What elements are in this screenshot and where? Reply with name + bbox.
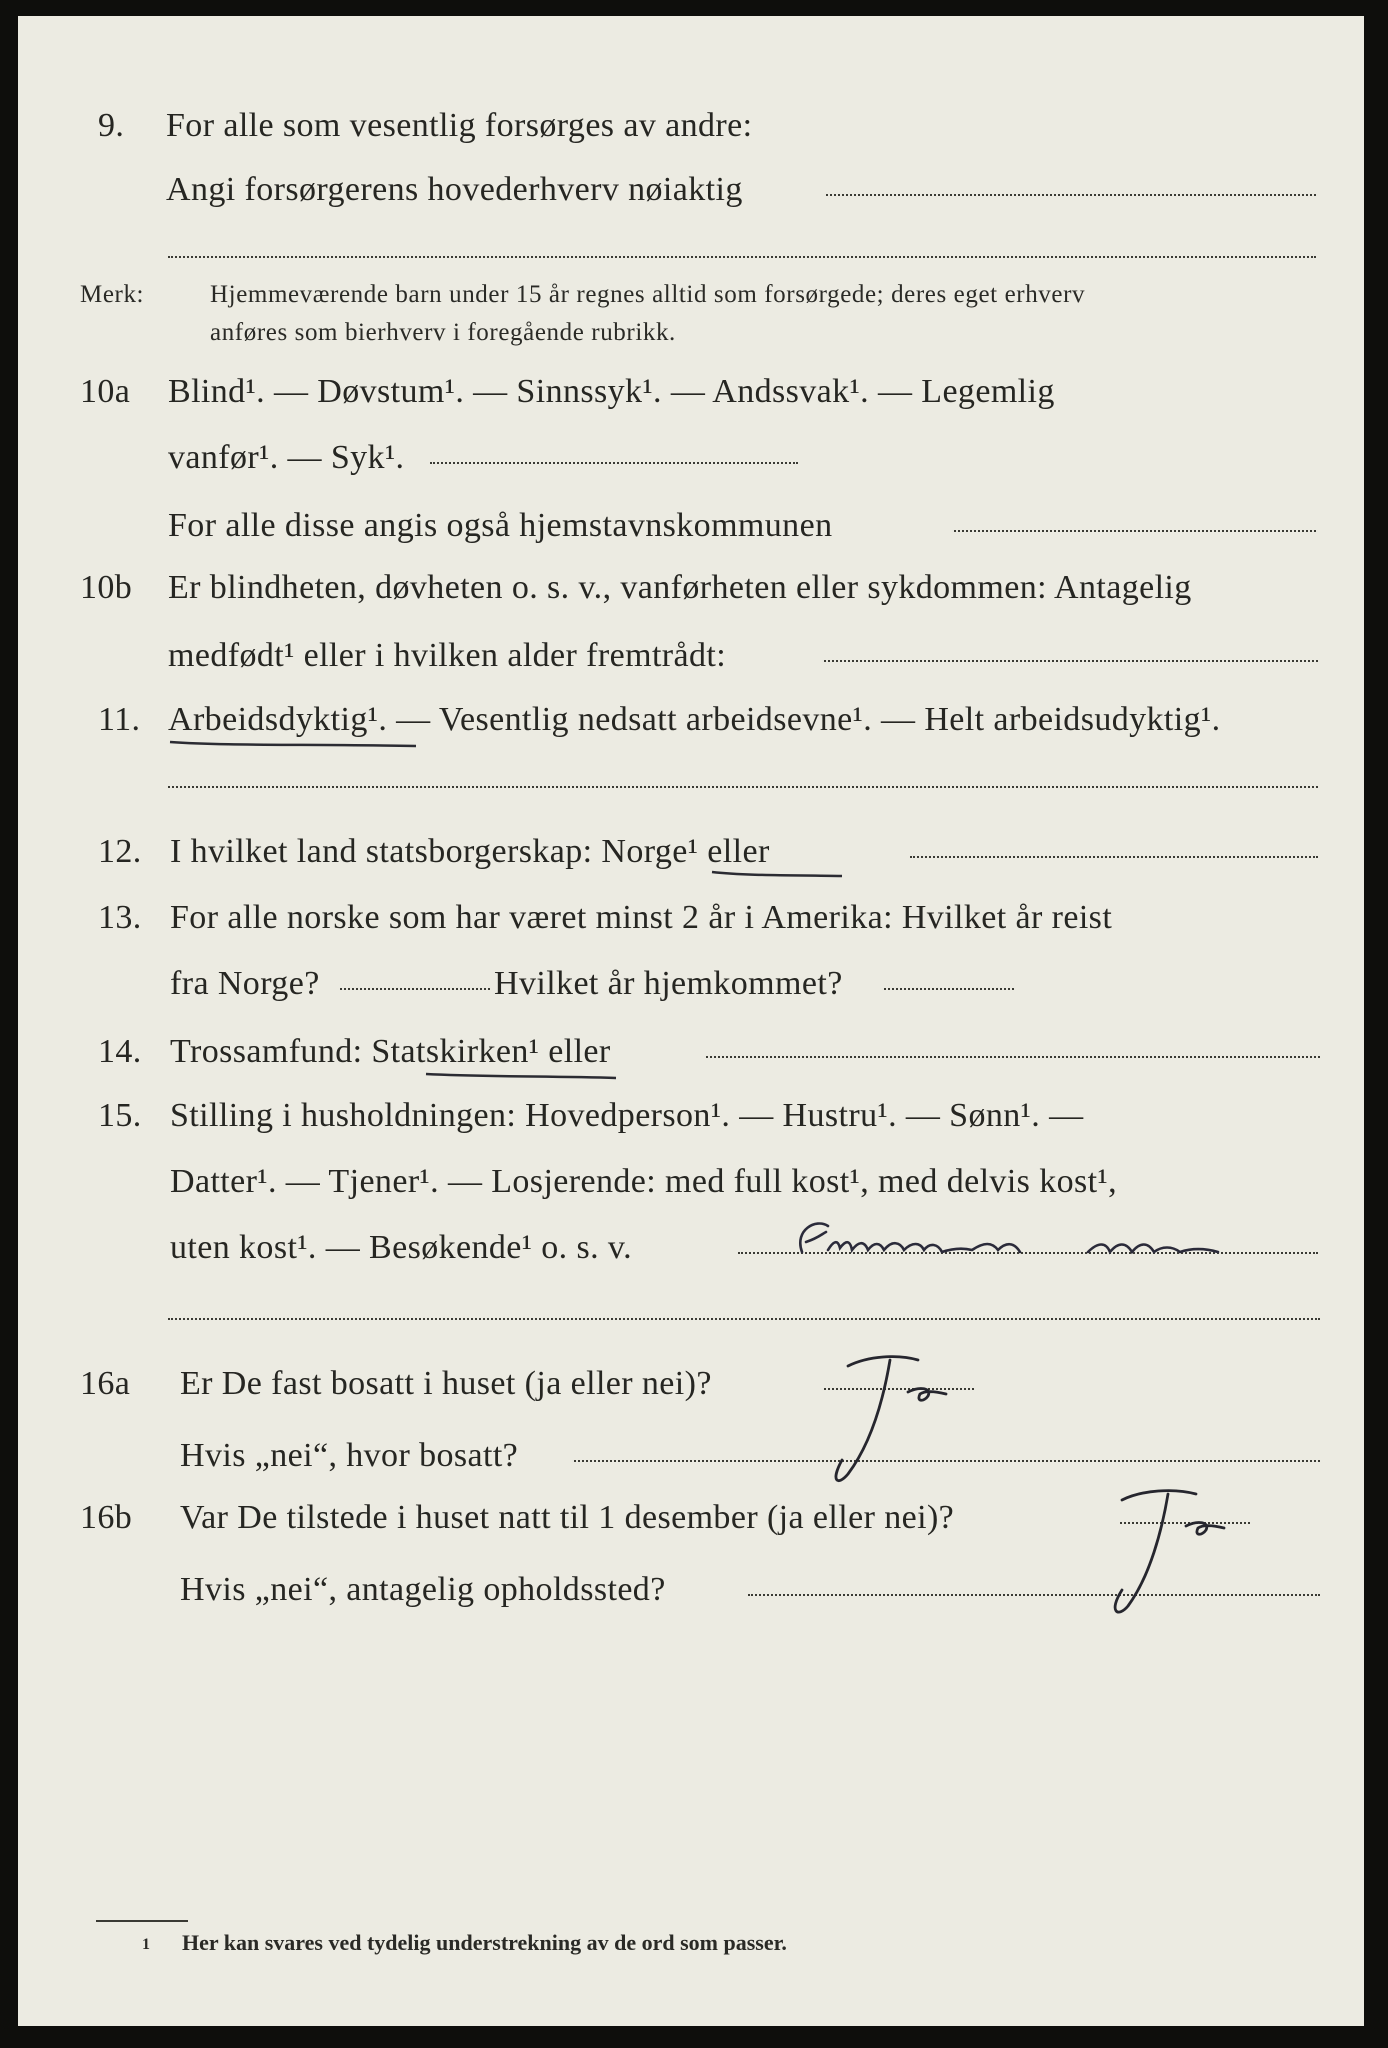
q16a-number: 16a: [80, 1365, 131, 1402]
q10b-line1: Er blindheten, døvheten o. s. v., vanførheten eller sykdommen: Antagelig: [168, 569, 1192, 606]
q9-answer-field[interactable]: [826, 194, 1316, 196]
q11-answer-field[interactable]: [168, 786, 1318, 788]
q10a-sick-field[interactable]: [430, 462, 798, 464]
q15-handwritten-answer: [788, 1212, 1268, 1268]
q16b-handwritten-answer: [1078, 1478, 1268, 1628]
q10b-line2: medfødt¹ eller i hvilken alder fremtrådt:: [168, 637, 727, 674]
q13-line1: For alle norske som har været minst 2 år i Amerika: Hvilket år reist: [170, 899, 1113, 936]
q13-line2b: Hvilket år hjemkommet?: [494, 965, 843, 1002]
q10a-line1: Blind¹. — Døvstum¹. — Sinnssyk¹. — Andssvak¹. — Legemlig: [168, 373, 1055, 410]
q15-line1: Stilling i husholdningen: Hovedperson¹. — Hustru¹. — Sønn¹. —: [170, 1097, 1084, 1134]
q12-citizenship-field[interactable]: [910, 856, 1318, 858]
q14-number: 14.: [98, 1033, 142, 1070]
q12-line1: I hvilket land statsborgerskap: Norge¹ eller: [170, 833, 770, 870]
q16b-line1: Var De tilstede i huset natt til 1 desember (ja eller nei)?: [180, 1499, 955, 1536]
q15-answer-field-2[interactable]: [168, 1318, 1320, 1320]
q11-line1: Arbeidsdyktig¹. — Vesentlig nedsatt arbeidsevne¹. — Helt arbeidsudyktig¹.: [168, 701, 1221, 738]
footnote-text: Her kan svares ved tydelig understrekning av de ord som passer.: [182, 1930, 787, 1955]
q14-handwritten-underline: [422, 1066, 622, 1086]
q13-line2a: fra Norge?: [170, 965, 320, 1002]
q10a-line3: For alle disse angis også hjemstavnskommunen: [168, 507, 833, 544]
footnote-rule: [96, 1920, 188, 1922]
q9-number: 9.: [98, 107, 125, 144]
q16b-number: 16b: [80, 1499, 133, 1536]
q15-line3: uten kost¹. — Besøkende¹ o. s. v.: [170, 1229, 633, 1266]
note-line2: anføres som bierhverv i foregående rubrikk.: [210, 319, 676, 346]
q16b-line2: Hvis „nei“, antagelig opholdssted?: [180, 1571, 666, 1608]
q16a-line2: Hvis „nei“, hvor bosatt?: [180, 1437, 519, 1474]
q11-handwritten-underline: [166, 732, 426, 756]
q9-answer-field-2[interactable]: [168, 256, 1316, 258]
footnote-mark: 1: [142, 1936, 150, 1953]
q10a-home-municipality-field[interactable]: [954, 530, 1316, 532]
q12-number: 12.: [98, 833, 142, 870]
q9-line1: For alle som vesentlig forsørges av andre:: [166, 107, 753, 144]
q16a-handwritten-answer: [808, 1346, 988, 1496]
q13-departure-year-field[interactable]: [340, 988, 490, 990]
note-line1: Hjemmeværende barn under 15 år regnes alltid som forsørgede; deres eget erhverv: [210, 281, 1086, 308]
q13-number: 13.: [98, 899, 142, 936]
q13-return-year-field[interactable]: [884, 988, 1014, 990]
q15-number: 15.: [98, 1097, 142, 1134]
q11-number: 11.: [98, 701, 141, 738]
note-label: Merk:: [80, 281, 145, 308]
q9-line2: Angi forsørgerens hovederhverv nøiaktig: [166, 171, 743, 208]
census-form-sheet: [18, 16, 1364, 2026]
q10b-age-field[interactable]: [824, 660, 1318, 662]
q10a-number: 10a: [80, 373, 131, 410]
q14-line1: Trossamfund: Statskirken¹ eller: [170, 1033, 611, 1070]
q16a-line1: Er De fast bosatt i huset (ja eller nei)?: [180, 1365, 712, 1402]
q15-line2: Datter¹. — Tjener¹. — Losjerende: med full kost¹, med delvis kost¹,: [170, 1163, 1117, 1200]
q10b-number: 10b: [80, 569, 133, 606]
q10a-line2: vanfør¹. — Syk¹.: [168, 439, 405, 476]
q12-handwritten-underline: [708, 864, 848, 884]
q14-faith-field[interactable]: [706, 1056, 1320, 1058]
